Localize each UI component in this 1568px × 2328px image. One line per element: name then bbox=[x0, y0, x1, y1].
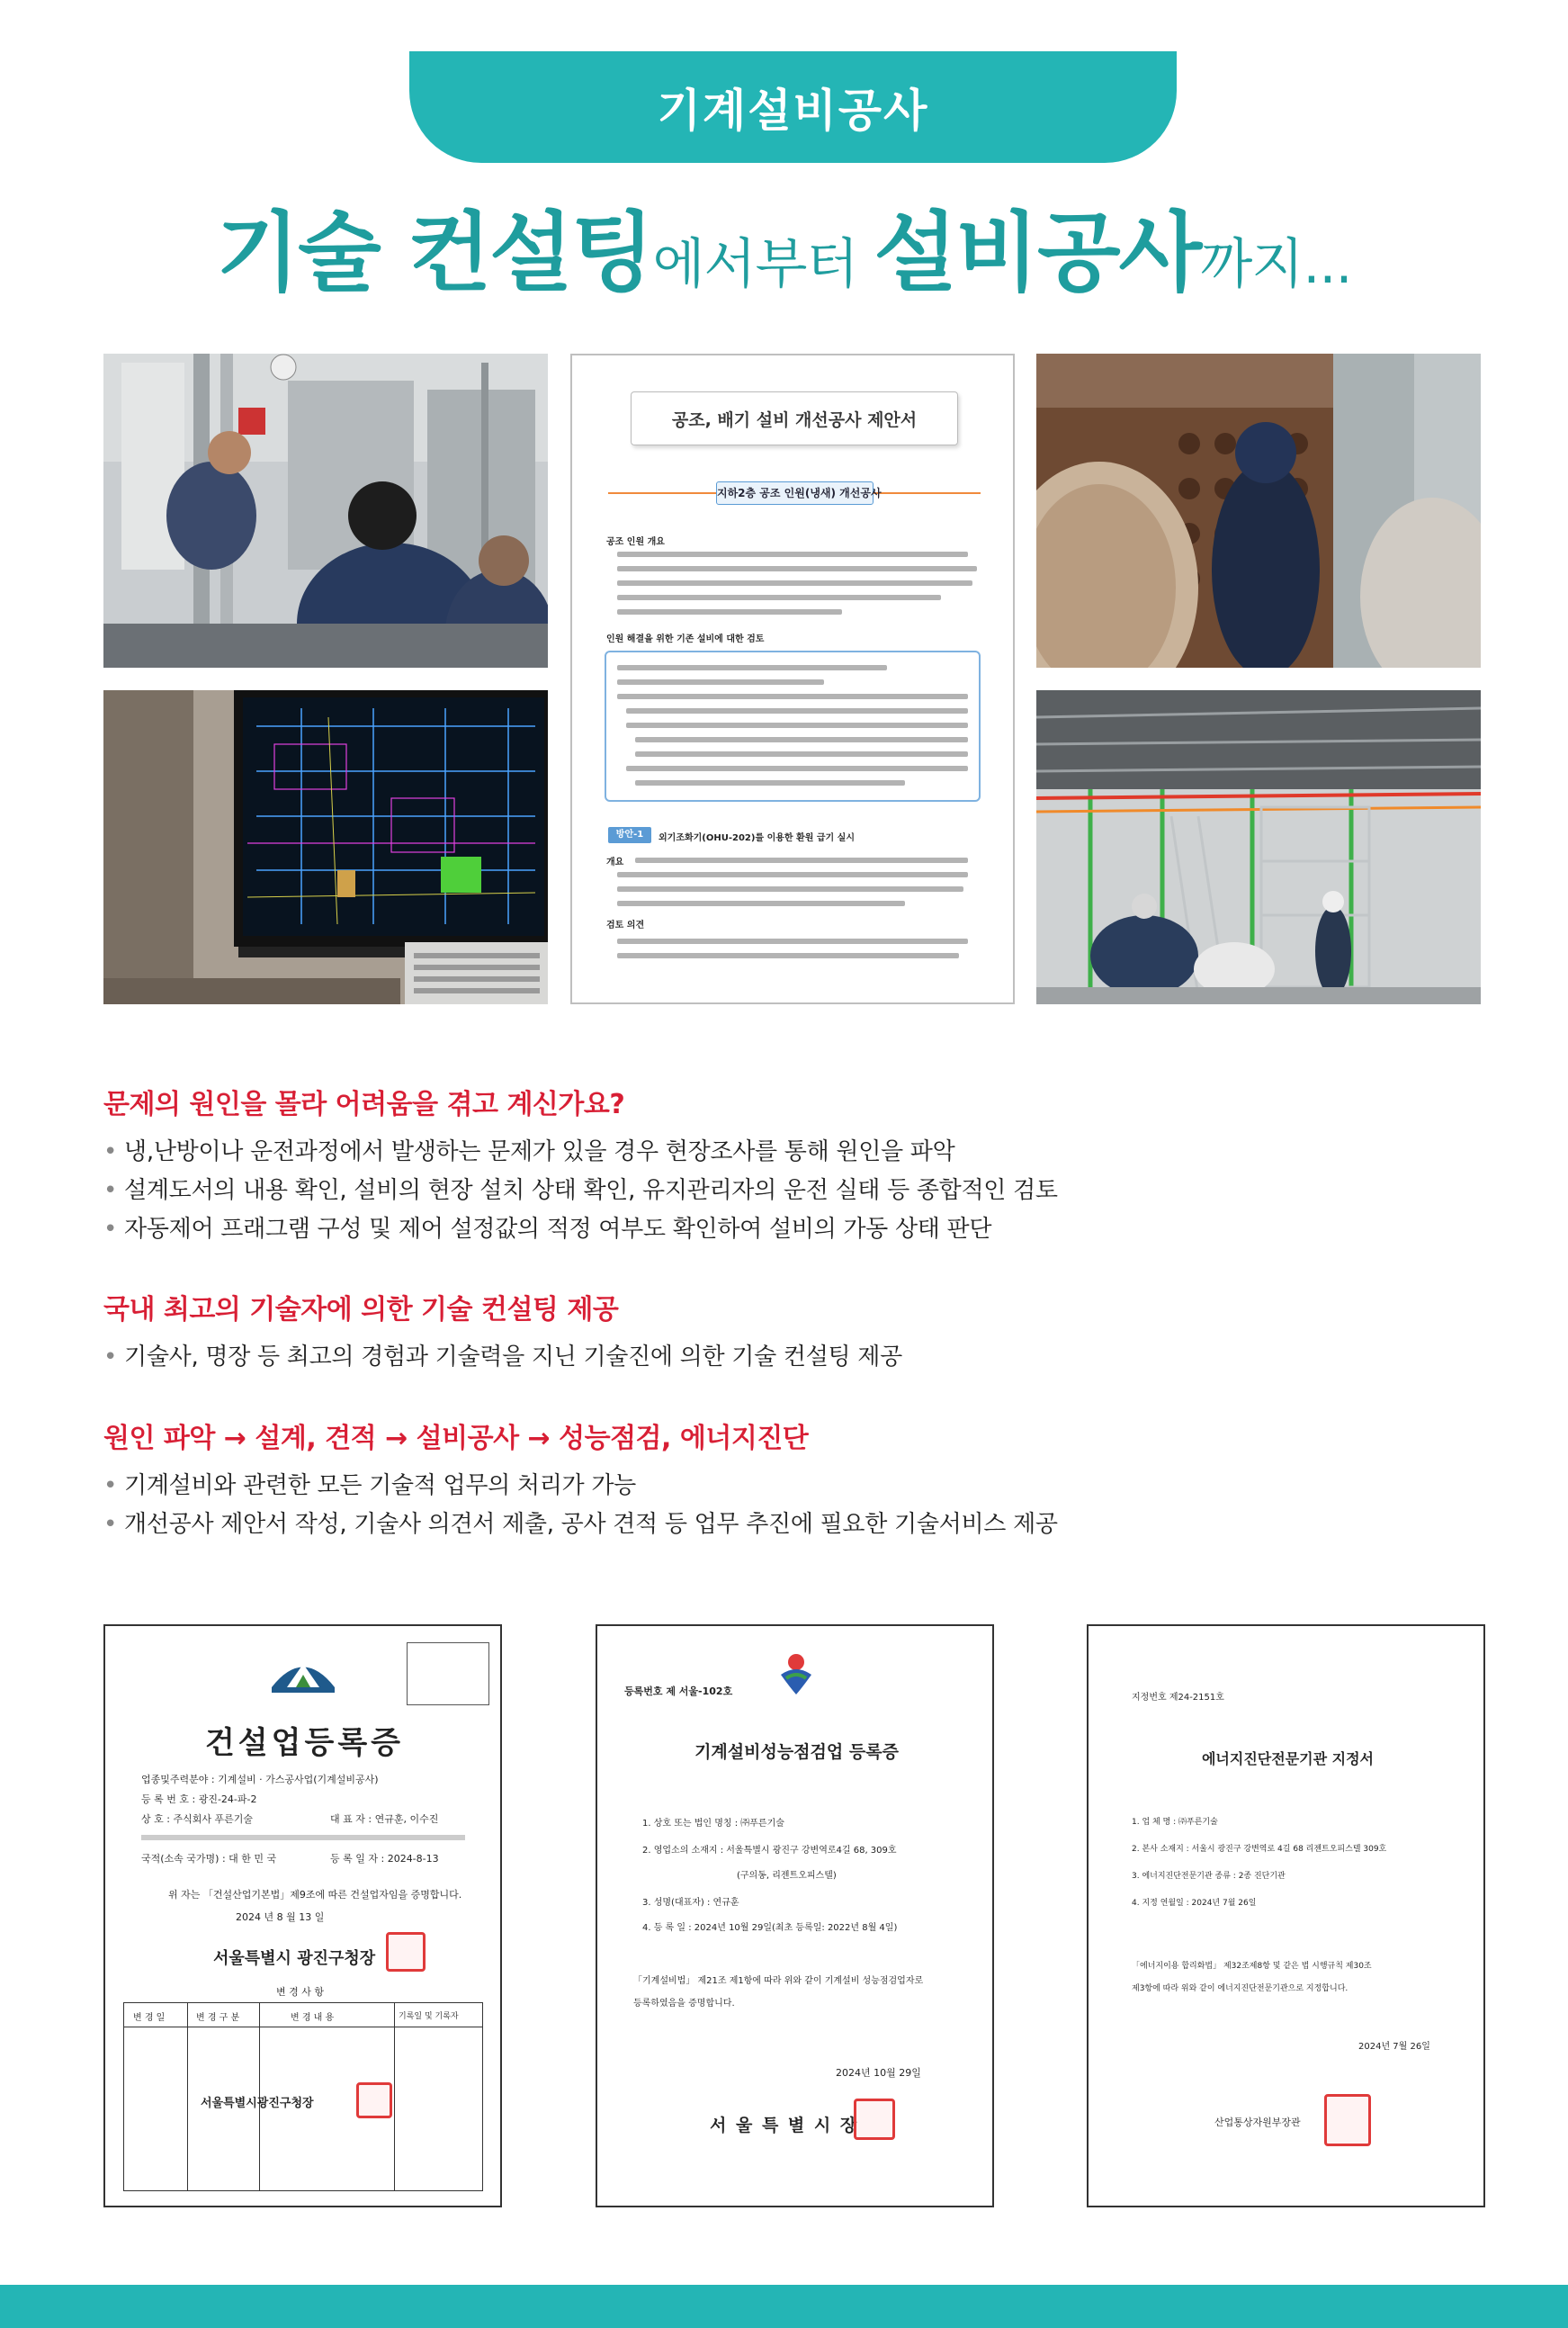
table-header: 기록일 및 기록자 bbox=[399, 2012, 459, 2021]
photo-construction-site bbox=[1036, 690, 1481, 1004]
emblem-icon bbox=[267, 1651, 339, 1700]
cert-line: 1. 업 체 명 : ㈜푸른기술 bbox=[1132, 1818, 1218, 1827]
proposal-document bbox=[570, 354, 1015, 1004]
certificate-construction-registration bbox=[103, 1624, 502, 2207]
bullet-item: • 설계도서의 내용 확인, 설비의 현장 설치 상태 확인, 유지관리자의 운전 실태 등 종합적인 검토 bbox=[103, 1172, 1058, 1205]
bullet-item: • 자동제어 프래그램 구성 및 제어 설정값의 적정 여부도 확인하여 설비의 가동 상태 판단 bbox=[103, 1210, 991, 1244]
bullet-item: • 기계설비와 관련한 모든 기술적 업무의 처리가 가능 bbox=[103, 1467, 636, 1500]
changes-table bbox=[123, 2002, 483, 2191]
proposal-text-line bbox=[617, 595, 941, 600]
cert-issuer: 서울특별시 광진구청장 bbox=[213, 1949, 376, 1968]
proposal-option-tag: 방안-1 bbox=[608, 827, 651, 843]
receipt-stamp-box bbox=[407, 1642, 489, 1705]
official-seal-icon bbox=[386, 1932, 426, 1972]
cert-line: 2. 영업소의 소재지 : 서울특별시 광진구 강변역로4길 68, 309호 bbox=[642, 1846, 897, 1856]
cert-date: 2024 년 8 월 13 일 bbox=[236, 1911, 325, 1923]
proposal-subtitle: 지하2층 공조 인원(냉새) 개선공사 bbox=[716, 481, 874, 505]
cert-changes-title: 변 경 사 항 bbox=[276, 1986, 324, 1998]
proposal-text-line bbox=[617, 953, 959, 958]
cert-line: 4. 지정 연월일 : 2024년 7월 26일 bbox=[1132, 1899, 1257, 1908]
section-heading-process: 원인 파악 → 설계, 견적 → 설비공사 → 성능점검, 에너지진단 bbox=[103, 1423, 809, 1454]
photo-boiler-worker bbox=[1036, 354, 1481, 668]
proposal-text-line bbox=[617, 901, 905, 906]
cert-line: 대 표 자 : 연규훈, 이수진 bbox=[330, 1813, 439, 1825]
headline-part1: 기술 컨설팅 bbox=[216, 202, 653, 303]
proposal-section-heading: 외기조화기(OHU-202)를 이용한 환원 급기 실시 bbox=[659, 833, 855, 843]
proposal-title: 공조, 배기 설비 개선공사 제안서 bbox=[631, 391, 958, 445]
proposal-text-line bbox=[635, 858, 968, 863]
proposal-text-line bbox=[626, 708, 968, 714]
proposal-text-line bbox=[617, 665, 887, 670]
cert-title: 기계설비성능점검업 등록증 bbox=[694, 1742, 899, 1762]
section-heading-problem: 문제의 원인을 몰라 어려움을 겪고 계신가요? bbox=[103, 1089, 625, 1120]
cert-line: 2. 본사 소재지 : 서울시 광진구 강변역로 4길 68 리젠트오피스텔 309호 bbox=[1132, 1845, 1387, 1854]
cert-title: 에너지진단전문기관 지정서 bbox=[1201, 1750, 1375, 1767]
proposal-section-heading: 검토 의견 bbox=[606, 921, 645, 930]
proposal-section-heading: 인원 해결을 위한 기존 설비에 대한 검토 bbox=[606, 634, 765, 644]
proposal-text-line bbox=[617, 694, 968, 699]
emblem-icon bbox=[775, 1648, 817, 1696]
proposal-text-line bbox=[617, 552, 968, 557]
proposal-text-line bbox=[617, 939, 968, 944]
headline-part2: 에서부터 bbox=[652, 233, 874, 296]
cert-line: 3. 성명(대표자) : 연규훈 bbox=[642, 1898, 739, 1908]
table-header: 변 경 구 분 bbox=[196, 2013, 240, 2023]
official-seal-icon bbox=[854, 2099, 895, 2140]
cert-statement: 위 자는 「건설산업기본법」제9조에 따른 건설업자임을 증명합니다. bbox=[168, 1889, 462, 1901]
section-heading-consulting: 국내 최고의 기술자에 의한 기술 컨설팅 제공 bbox=[103, 1294, 619, 1326]
proposal-text-line bbox=[617, 580, 972, 586]
cert-line: 3. 에너지진단전문기관 종류 : 2종 진단기관 bbox=[1132, 1872, 1286, 1881]
certificate-performance-inspection bbox=[596, 1624, 994, 2207]
cert-issuer-2: 서울특별시광진구청장 bbox=[201, 2097, 314, 2110]
cert-statement: 「기계설비법」 제21조 제1항에 따라 위와 같이 기계설비 성능점검업자로 bbox=[633, 1976, 924, 1986]
cert-issuer: 서 울 특 별 시 장 bbox=[710, 2116, 859, 2135]
cert-line: 등 록 일 자 : 2024-8-13 bbox=[330, 1853, 439, 1865]
proposal-section-heading: 개요 bbox=[606, 858, 624, 867]
official-seal-icon bbox=[1324, 2094, 1371, 2146]
bullet-item: • 냉,난방이나 운전과정에서 발생하는 문제가 있을 경우 현장조사를 통해 원인을 파악 bbox=[103, 1133, 954, 1166]
cert-date: 2024년 7월 26일 bbox=[1358, 2042, 1430, 2052]
top-banner bbox=[409, 51, 1177, 163]
cert-line: 4. 등 록 일 : 2024년 10월 29일(최초 등록일: 2022년 8월 4일) bbox=[642, 1923, 898, 1933]
proposal-text-line bbox=[617, 886, 963, 892]
cert-line: 등 록 번 호 : 광진-24-파-2 bbox=[141, 1793, 257, 1805]
proposal-text-line bbox=[617, 872, 968, 877]
cert-line: 업종및주력분야 : 기계설비 · 가스공사업(기계설비공사) bbox=[141, 1774, 379, 1785]
cert-reg-no: 등록번호 제 서울-102호 bbox=[624, 1685, 733, 1697]
cert-date: 2024년 10월 29일 bbox=[836, 2067, 921, 2079]
cert-line: 상 호 : 주식회사 푸른기술 bbox=[141, 1813, 253, 1825]
cert-text-placeholder bbox=[141, 1835, 465, 1840]
photo-technicians-inspection bbox=[103, 354, 548, 668]
certificate-energy-diagnosis bbox=[1087, 1624, 1485, 2207]
proposal-text-line bbox=[635, 751, 968, 757]
official-seal-icon bbox=[356, 2082, 392, 2118]
proposal-text-line bbox=[635, 780, 905, 786]
bottom-bar bbox=[0, 2285, 1568, 2328]
proposal-text-line bbox=[635, 737, 968, 742]
headline-part4: 까지... bbox=[1200, 233, 1352, 296]
cert-issuer: 산업통상자원부장관 bbox=[1214, 2117, 1301, 2128]
cert-statement: 등록하였음을 증명합니다. bbox=[633, 1999, 735, 2009]
bullet-item: • 기술사, 명장 등 최고의 경험과 기술력을 지닌 기술진에 의한 기술 컨설팅 제공 bbox=[103, 1338, 902, 1371]
headline bbox=[0, 184, 1568, 308]
headline-part3: 설비공사 bbox=[874, 202, 1201, 303]
cert-line: (구의동, 리젠트오피스텔) bbox=[737, 1871, 837, 1881]
cert-statement: 「에너지이용 합리화법」 제32조제8항 및 같은 법 시행규칙 제30조 bbox=[1132, 1962, 1372, 1971]
proposal-text-line bbox=[617, 679, 824, 685]
cert-reg-no: 지정번호 제24-2151호 bbox=[1132, 1693, 1224, 1703]
cert-statement: 제3항에 따라 위와 같이 에너지진단전문기관으로 지정합니다. bbox=[1132, 1984, 1348, 1993]
proposal-text-line bbox=[617, 609, 842, 615]
cert-line: 국적(소속 국가명) : 대 한 민 국 bbox=[141, 1853, 277, 1865]
cert-title: 건설업등록증 bbox=[204, 1725, 405, 1761]
banner-title: 기계설비공사 bbox=[657, 85, 929, 137]
proposal-text-line bbox=[626, 723, 968, 728]
table-header: 변 경 내 용 bbox=[291, 2013, 335, 2023]
proposal-text-line bbox=[617, 566, 977, 571]
photo-cad-monitor bbox=[103, 690, 548, 1004]
table-header: 변 경 일 bbox=[133, 2013, 166, 2023]
proposal-text-line bbox=[626, 766, 968, 771]
proposal-section-heading: 공조 인원 개요 bbox=[606, 537, 665, 547]
cert-line: 1. 상호 또는 법인 명칭 : ㈜푸른기술 bbox=[642, 1819, 784, 1829]
bullet-item: • 개선공사 제안서 작성, 기술사 의견서 제출, 공사 견적 등 업무 추진에 필요한 기술서비스 제공 bbox=[103, 1506, 1058, 1539]
